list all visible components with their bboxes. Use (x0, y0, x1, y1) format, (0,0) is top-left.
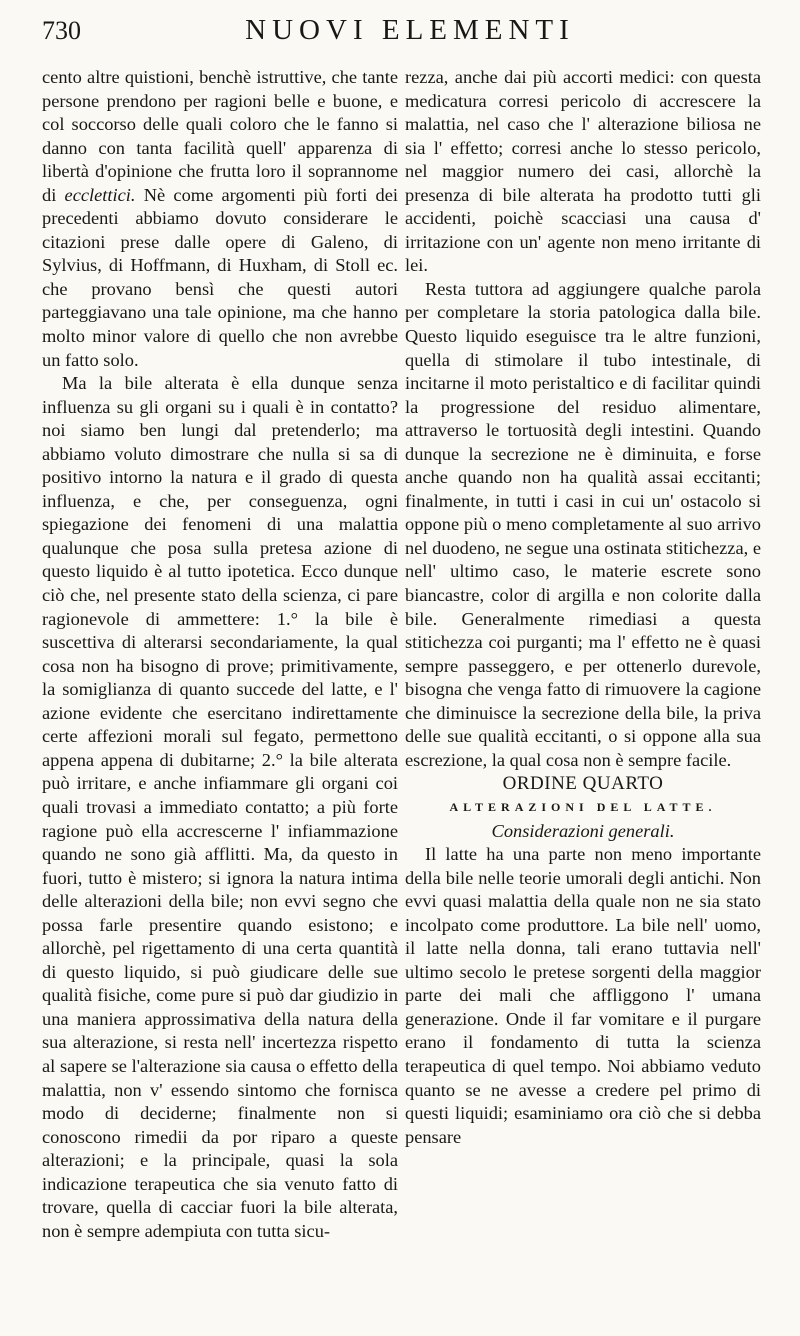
section-heading: ORDINE QUARTO (502, 773, 664, 795)
page-number: 730 (42, 16, 81, 45)
left-column (42, 66, 398, 1243)
paragraph-text: cento altre quistioni, benchè istruttive, che tante persone prendono per ragioni belle e buone, e col soccorso delle quali coloro che le fanno si danno con tanta facilità quell' apparenza di libertà d'opinione che frutta loro il soprannome di (42, 67, 398, 205)
paragraph: Resta tuttora ad aggiungere qualche parola per completare la storia patologica dalla bile. Questo liquido eseguisce tra le altre funzioni, quella di stimolare il tubo intestinale, di incitarne il moto peristaltico e di facilitar quindi la progressione del residuo alimentare, attraverso le tortuosità degli intestini. Quando dunque la secrezione ne è diminuita, e forse anche quando non ha qualità assai eccitanti; finalmente, in tutti i casi in cui un' ostacolo si oppone più o meno completamente al suo arrivo nel duodeno, ne segue una ostinata stitichezza, e nell' ultimo caso, le materie escrete sono biancastre, color di argilla e non colorite dalla bile. Generalmente rimediasi a questa stitichezza coi purganti; ma l' effetto ne è quasi sempre passeggero, e per ottenerlo durevole, bisogna che venga fatto di rimuovere la cagione che diminuisce la secrezione della bile, la priva delle sue qualità eccitanti, o si oppone alla sua escrezione, la qual cosa non è sempre facile. (405, 278, 761, 770)
paragraph: Il latte ha una parte non meno importante della bile nelle teorie umorali degli antichi. Non evvi quasi malattia della quale non ne sia stato incolpato come produttore. La bile nell' uomo, il latte nella donna, tali erano tuttavia nell' ultimo secolo le pretese sorgenti della maggior parte dei mali che affliggono l' umana generazione. Onde il far vomitare e il purgare erano il fondamento di tutta la scienza terapeutica di quel tempo. Noi abbiamo veduto quanto se ne avesse a credere pel primo di questi liquidi; esaminiamo ora ciò che si debba pensare (405, 844, 761, 1147)
emphasized-term: ecclettici. (64, 184, 136, 205)
paragraph: rezza, anche dai più accorti medici: con questa medicatura corresi pericolo di accrescere la malattia, nel caso che l' alterazione biliosa ne sia l' effetto; corresi anche lo stesso pericolo, nel maggior numero dei casi, allorchè la presenza di bile alterata ha prodotto tutti gli accidenti, poichè scacciasi una causa d' irritazione con un' agente non meno irritante di lei. (405, 67, 761, 276)
section-subheading: ALTERAZIONI DEL LATTE. (449, 799, 717, 814)
running-title: NUOVI ELEMENTI (245, 14, 575, 46)
italic-heading: Considerazioni generali. (491, 820, 675, 841)
paragraph (42, 66, 398, 372)
right-column (405, 66, 761, 1149)
paragraph-text: Nè come argomenti più forti dei precedenti abbiamo dovuto considerare le citazioni prese dalle opere di Galeno, di Sylvius, di Hoffmann, di Huxham, di Stoll ec. che provano bensì che questi autori parteggiavano una tale opinione, ma che hanno molto minor valore di quello che non avrebbe un fatto solo. (42, 184, 399, 370)
paragraph: Ma la bile alterata è ella dunque senza influenza su gli organi su i quali è in contatto? noi siamo ben lungi dal pretenderlo; ma abbiamo voluto dimostrare che nulla si sa di positivo intorno la natura e il grado di questa influenza, e che, per conseguenza, ogni spiegazione dei fenomeni di una malattia qualunque che posa sulla pretesa azione di questo liquido è al tutto ipotetica. Ecco dunque ciò che, nel presente stato della scienza, ci pare ragionevole di ammettere: 1.° la bile è suscettiva di alterarsi secondariamente, la qual cosa non ha bisogno di prove; primitivamente, la somiglianza di quanto succede del latte, e l' azione evidente che esercitano indirettamente certe affezioni morali sul fegato, permettono appena appena di dubitarne; 2.° la bile alterata può irritare, e anche infiammare gli organi coi quali trovasi a immediato contatto; a più forte ragione può ella accrescerne l' infiammazione quando ne sono già afflitti. Ma, da questo in fuori, tutto è mistero; si ignora la natura intima delle alterazioni della bile; non evvi segno che possa farle presentire quando esistono; e allorchè, pel rigettamento di una certa quantità di questo liquido, si può giudicare delle sue qualità fisiche, come pure si può dar giudizio in una maniera approssimativa della natura della sua alterazione, si resta nell' incertezza rispetto al sapere se l'alterazione sia causa o effetto della malattia, non v' essendo sintomo che fornisca modo di deciderne; finalmente non si conoscono rimedii da por riparo a queste alterazioni; e la principale, quasi la sola indicazione terapeutica che sia venuto fatto di trovare, quella di cacciar fuori la bile alterata, non è sempre adempiuta con tutta sicu- (42, 373, 398, 1241)
